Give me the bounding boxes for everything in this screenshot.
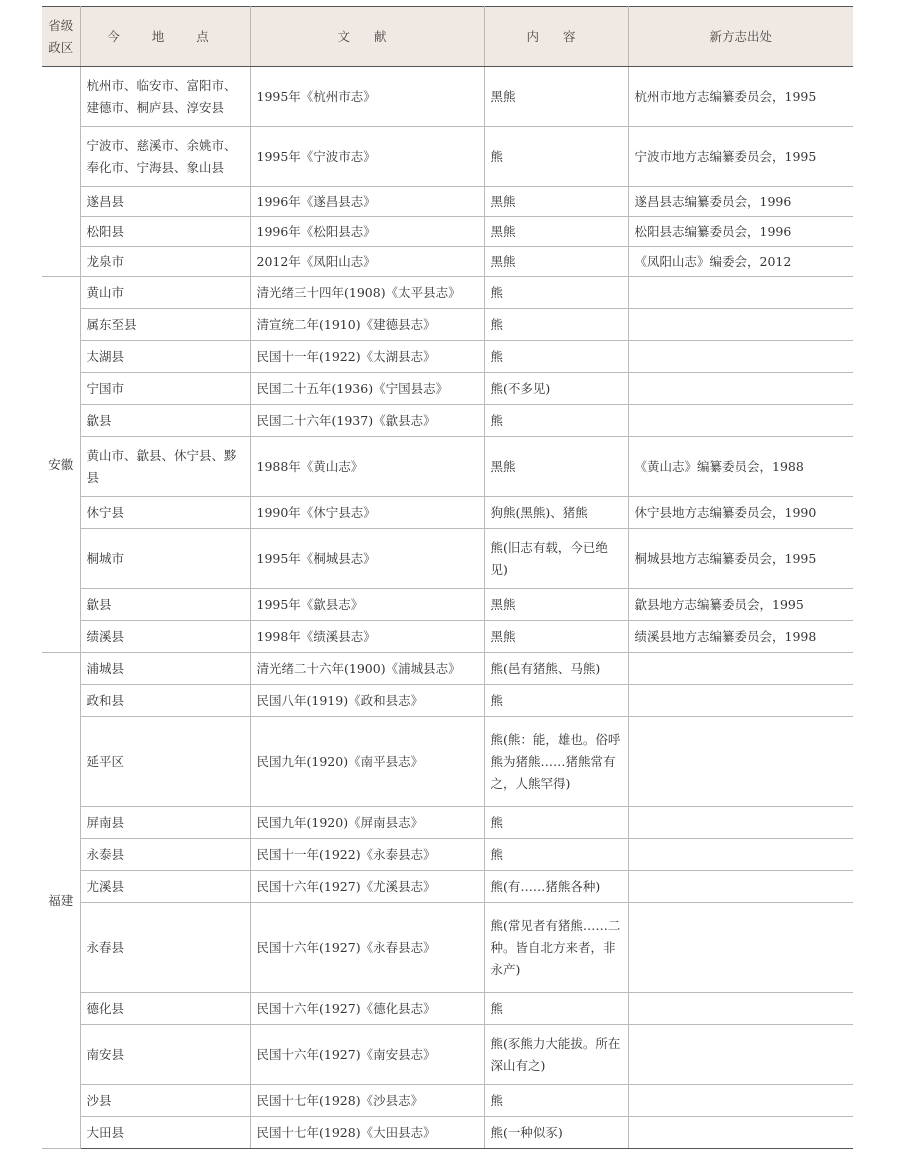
source-cell: 《黄山志》编纂委员会，1988 xyxy=(628,437,853,497)
literature-cell: 1995年《宁波市志》 xyxy=(250,127,484,187)
header-place: 今 地 点 xyxy=(80,7,250,67)
table-row xyxy=(42,437,853,497)
source-cell xyxy=(628,373,853,405)
table-row xyxy=(42,903,853,993)
table-row xyxy=(42,373,853,405)
source-cell: 歙县地方志编纂委员会，1995 xyxy=(628,589,853,621)
content-cell: 熊(邑有猪熊、马熊) xyxy=(484,653,628,685)
table-row xyxy=(42,871,853,903)
place-cell: 太湖县 xyxy=(80,341,250,373)
content-cell: 熊 xyxy=(484,405,628,437)
table-row xyxy=(42,497,853,529)
province-cell: 安徽 xyxy=(42,277,80,653)
content-cell: 熊(熊：能，雄也。俗呼熊为猪熊……猪熊常有之，人熊罕得) xyxy=(484,717,628,807)
gazetteer-table xyxy=(42,6,853,1149)
table-row xyxy=(42,341,853,373)
literature-cell: 1995年《杭州市志》 xyxy=(250,67,484,127)
content-cell: 熊(豕熊力大能拔。所在深山有之) xyxy=(484,1025,628,1085)
place-cell: 杭州市、临安市、富阳市、建德市、桐庐县、淳安县 xyxy=(80,67,250,127)
source-cell: 宁波市地方志编纂委员会，1995 xyxy=(628,127,853,187)
content-cell: 熊 xyxy=(484,309,628,341)
source-cell xyxy=(628,717,853,807)
literature-cell: 清光绪三十四年(1908)《太平县志》 xyxy=(250,277,484,309)
source-cell: 休宁县地方志编纂委员会，1990 xyxy=(628,497,853,529)
source-cell: 松阳县志编纂委员会，1996 xyxy=(628,217,853,247)
content-cell: 熊 xyxy=(484,993,628,1025)
source-cell: 《凤阳山志》编委会，2012 xyxy=(628,247,853,277)
place-cell: 属东至县 xyxy=(80,309,250,341)
literature-cell: 民国十六年(1927)《德化县志》 xyxy=(250,993,484,1025)
content-cell: 熊(旧志有载，今已绝见) xyxy=(484,529,628,589)
province-cell: 福建 xyxy=(42,653,80,1149)
content-cell: 黑熊 xyxy=(484,247,628,277)
source-cell: 杭州市地方志编纂委员会，1995 xyxy=(628,67,853,127)
place-cell: 宁国市 xyxy=(80,373,250,405)
source-cell xyxy=(628,341,853,373)
table-row xyxy=(42,127,853,187)
place-cell: 大田县 xyxy=(80,1117,250,1149)
place-cell: 黄山市 xyxy=(80,277,250,309)
table-row xyxy=(42,529,853,589)
table-row xyxy=(42,1085,853,1117)
source-cell xyxy=(628,1025,853,1085)
place-cell: 宁波市、慈溪市、余姚市、奉化市、宁海县、象山县 xyxy=(80,127,250,187)
table-row xyxy=(42,247,853,277)
table-row xyxy=(42,589,853,621)
place-cell: 休宁县 xyxy=(80,497,250,529)
literature-cell: 民国八年(1919)《政和县志》 xyxy=(250,685,484,717)
literature-cell: 民国十六年(1927)《永春县志》 xyxy=(250,903,484,993)
content-cell: 熊 xyxy=(484,1085,628,1117)
table-row xyxy=(42,839,853,871)
table-row xyxy=(42,717,853,807)
table-header xyxy=(42,7,853,67)
content-cell: 熊 xyxy=(484,341,628,373)
literature-cell: 民国十一年(1922)《太湖县志》 xyxy=(250,341,484,373)
source-cell: 绩溪县地方志编纂委员会，1998 xyxy=(628,621,853,653)
source-cell xyxy=(628,993,853,1025)
source-cell xyxy=(628,653,853,685)
source-cell xyxy=(628,1117,853,1149)
literature-cell: 1990年《休宁县志》 xyxy=(250,497,484,529)
literature-cell: 民国十七年(1928)《大田县志》 xyxy=(250,1117,484,1149)
content-cell: 熊 xyxy=(484,839,628,871)
content-cell: 黑熊 xyxy=(484,589,628,621)
table-row xyxy=(42,217,853,247)
place-cell: 绩溪县 xyxy=(80,621,250,653)
place-cell: 黄山市、歙县、休宁县、黟县 xyxy=(80,437,250,497)
place-cell: 歙县 xyxy=(80,405,250,437)
source-cell xyxy=(628,405,853,437)
table-body xyxy=(42,67,853,1149)
place-cell: 政和县 xyxy=(80,685,250,717)
table-row xyxy=(42,1025,853,1085)
table-row xyxy=(42,277,853,309)
literature-cell: 民国二十六年(1937)《歙县志》 xyxy=(250,405,484,437)
literature-cell: 民国二十五年(1936)《宁国县志》 xyxy=(250,373,484,405)
source-cell: 遂昌县志编纂委员会，1996 xyxy=(628,187,853,217)
source-cell xyxy=(628,807,853,839)
source-cell xyxy=(628,839,853,871)
place-cell: 沙县 xyxy=(80,1085,250,1117)
table-row xyxy=(42,187,853,217)
literature-cell: 清光绪二十六年(1900)《浦城县志》 xyxy=(250,653,484,685)
place-cell: 永泰县 xyxy=(80,839,250,871)
content-cell: 狗熊(黑熊)、猪熊 xyxy=(484,497,628,529)
place-cell: 松阳县 xyxy=(80,217,250,247)
header-province: 省级政区 xyxy=(42,7,80,67)
content-cell: 熊(常见者有猪熊……二种。皆自北方来者，非永产) xyxy=(484,903,628,993)
place-cell: 龙泉市 xyxy=(80,247,250,277)
content-cell: 熊(不多见) xyxy=(484,373,628,405)
literature-cell: 1996年《遂昌县志》 xyxy=(250,187,484,217)
content-cell: 黑熊 xyxy=(484,621,628,653)
source-cell xyxy=(628,277,853,309)
source-cell xyxy=(628,903,853,993)
place-cell: 尤溪县 xyxy=(80,871,250,903)
literature-cell: 2012年《凤阳山志》 xyxy=(250,247,484,277)
literature-cell: 民国九年(1920)《屏南县志》 xyxy=(250,807,484,839)
place-cell: 浦城县 xyxy=(80,653,250,685)
literature-cell: 1995年《桐城县志》 xyxy=(250,529,484,589)
table-row xyxy=(42,993,853,1025)
place-cell: 德化县 xyxy=(80,993,250,1025)
literature-cell: 民国十一年(1922)《永泰县志》 xyxy=(250,839,484,871)
content-cell: 熊 xyxy=(484,277,628,309)
literature-cell: 民国九年(1920)《南平县志》 xyxy=(250,717,484,807)
place-cell: 南安县 xyxy=(80,1025,250,1085)
literature-cell: 民国十七年(1928)《沙县志》 xyxy=(250,1085,484,1117)
table-row xyxy=(42,309,853,341)
literature-cell: 1996年《松阳县志》 xyxy=(250,217,484,247)
literature-cell: 1995年《歙县志》 xyxy=(250,589,484,621)
content-cell: 黑熊 xyxy=(484,67,628,127)
place-cell: 遂昌县 xyxy=(80,187,250,217)
place-cell: 屏南县 xyxy=(80,807,250,839)
table-row xyxy=(42,807,853,839)
source-cell xyxy=(628,1085,853,1117)
literature-cell: 清宣统二年(1910)《建德县志》 xyxy=(250,309,484,341)
table-row xyxy=(42,67,853,127)
table-row xyxy=(42,653,853,685)
literature-cell: 民国十六年(1927)《尤溪县志》 xyxy=(250,871,484,903)
source-cell xyxy=(628,871,853,903)
content-cell: 熊 xyxy=(484,807,628,839)
content-cell: 熊 xyxy=(484,685,628,717)
place-cell: 桐城市 xyxy=(80,529,250,589)
content-cell: 熊(一种似豕) xyxy=(484,1117,628,1149)
source-cell: 桐城县地方志编纂委员会，1995 xyxy=(628,529,853,589)
place-cell: 永春县 xyxy=(80,903,250,993)
header-literature: 文 献 xyxy=(250,7,484,67)
content-cell: 黑熊 xyxy=(484,437,628,497)
content-cell: 熊 xyxy=(484,127,628,187)
table-row xyxy=(42,621,853,653)
content-cell: 黑熊 xyxy=(484,187,628,217)
province-cell xyxy=(42,67,80,277)
source-cell xyxy=(628,309,853,341)
source-cell xyxy=(628,685,853,717)
place-cell: 延平区 xyxy=(80,717,250,807)
literature-cell: 1998年《绩溪县志》 xyxy=(250,621,484,653)
content-cell: 熊(有……猪熊各种) xyxy=(484,871,628,903)
place-cell: 歙县 xyxy=(80,589,250,621)
header-content: 内 容 xyxy=(484,7,628,67)
literature-cell: 1988年《黄山志》 xyxy=(250,437,484,497)
table-row xyxy=(42,685,853,717)
table-row xyxy=(42,405,853,437)
table-row xyxy=(42,1117,853,1149)
literature-cell: 民国十六年(1927)《南安县志》 xyxy=(250,1025,484,1085)
content-cell: 黑熊 xyxy=(484,217,628,247)
header-source: 新方志出处 xyxy=(628,7,853,67)
